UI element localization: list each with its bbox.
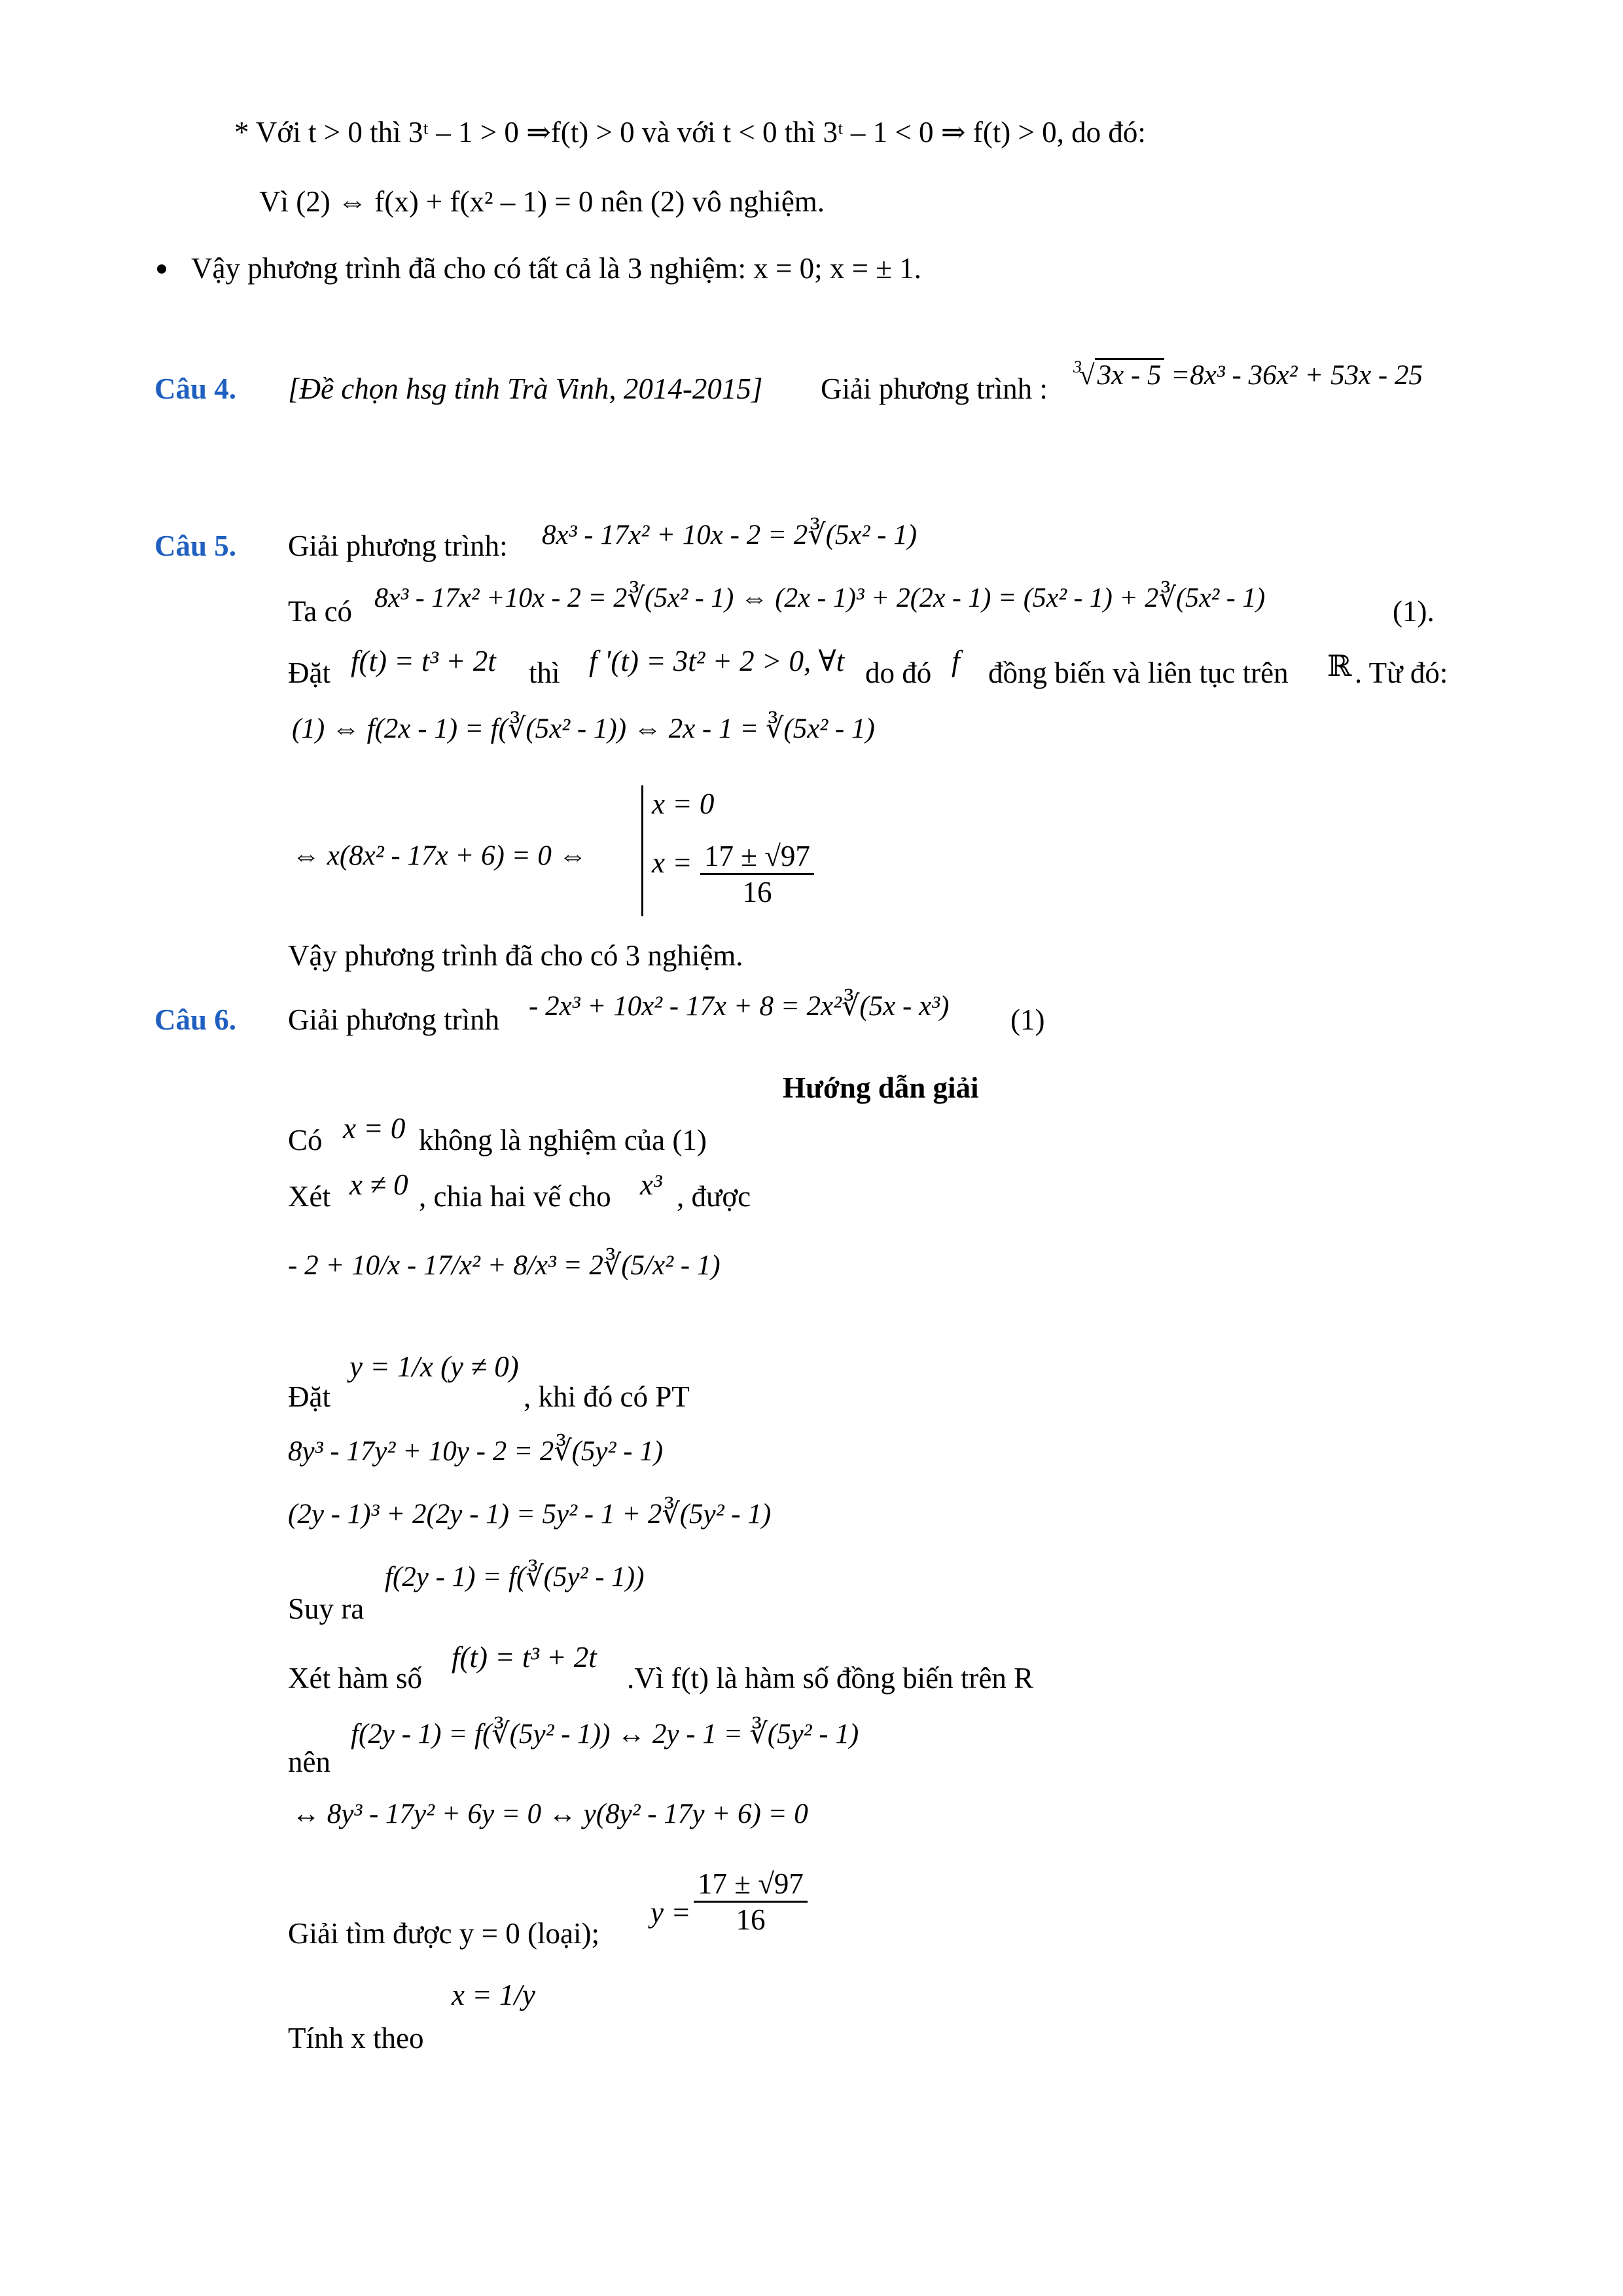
q6-line2m: x ≠ 0 bbox=[349, 1168, 408, 1201]
q5-step2: ⇔ x(8x² - 17x + 6) = 0 ⇔ bbox=[292, 840, 587, 871]
q6-label: Câu 6. bbox=[154, 1003, 237, 1036]
q6-line2c: , được bbox=[677, 1180, 751, 1213]
q6-text: Giải phương trình bbox=[288, 1003, 500, 1036]
q6-dat: Đặt bbox=[288, 1380, 330, 1413]
q5-sol1: x = 0 bbox=[652, 787, 715, 820]
q5-dat: Đặt bbox=[288, 656, 330, 689]
q6-y-sol: y = bbox=[651, 1896, 691, 1929]
q5-tag-1: (1). bbox=[1393, 595, 1435, 628]
q5-taco-equation: 8x³ - 17x² +10x - 2 = 2∛(5x² - 1) ⇔ (2x - 1)³ + 2(2x - 1) = (5x² - 1) + 2∛(5x² - 1) bbox=[374, 583, 1266, 613]
q6-line1a: Có bbox=[288, 1124, 323, 1157]
line-no-solution: Vì (2) ⇔ f(x) + f(x² – 1) = 0 nên (2) vô nghiệm. bbox=[259, 185, 825, 218]
q5-sol2-frac bbox=[700, 839, 814, 909]
line-intro: * Với t > 0 thì 3ᵗ – 1 > 0 ⇒f(t) > 0 và với t < 0 thì 3ᵗ – 1 < 0 ⇒ f(t) > 0, do đó: bbox=[234, 116, 1146, 149]
q4-text: Giải phương trình : bbox=[821, 372, 1048, 405]
q6-giai: Giải tìm được y = 0 (loại); bbox=[288, 1917, 599, 1950]
q6-y-sol-den: 16 bbox=[736, 1903, 766, 1936]
q6-y-sol-frac bbox=[694, 1867, 808, 1937]
q5-text: Giải phương trình: bbox=[288, 529, 508, 562]
q6-eq6: f(2y - 1) = f(∛(5y² - 1)) ↔ 2y - 1 = ∛(5y² - 1) bbox=[351, 1719, 859, 1749]
q5-f-sym: f bbox=[952, 645, 960, 677]
q6-eq3: 8y³ - 17y² + 10y - 2 = 2∛(5y² - 1) bbox=[288, 1436, 664, 1467]
q5-label: Câu 5. bbox=[154, 529, 237, 562]
q6-eq5: f(2y - 1) = f(∛(5y² - 1)) bbox=[385, 1562, 645, 1592]
q5-conclusion: Vậy phương trình đã cho có 3 nghiệm. bbox=[288, 939, 743, 972]
bullet-icon bbox=[157, 264, 166, 274]
q6-tinh: Tính x theo bbox=[288, 2022, 424, 2054]
q6-line2m2: x³ bbox=[640, 1168, 662, 1201]
q6-line2a: Xét bbox=[288, 1180, 330, 1213]
q4-label: Câu 4. bbox=[154, 372, 237, 405]
q6-suy-ra: Suy ra bbox=[288, 1592, 365, 1625]
q5-equation: 8x³ - 17x² + 10x - 2 = 2∛(5x² - 1) bbox=[542, 520, 918, 550]
q6-y-sol-num: 17 ± √97 bbox=[694, 1867, 808, 1903]
q4-source: [Đề chọn hsg tỉnh Trà Vinh, 2014-2015] bbox=[288, 372, 763, 405]
q6-nen: nên bbox=[288, 1746, 330, 1778]
q6-heading: Hướng dẫn giải bbox=[783, 1071, 979, 1104]
q5-sol2-num: 17 ± √97 bbox=[700, 839, 814, 875]
line-conclusion-3: Vậy phương trình đã cho có tất cả là 3 nghiệm: x = 0; x = ± 1. bbox=[191, 252, 921, 285]
system-brace bbox=[641, 785, 643, 916]
q6-line1b: không là nghiệm của (1) bbox=[419, 1124, 707, 1157]
q6-khi-do: , khi đó có PT bbox=[524, 1380, 690, 1413]
q6-x-of-y: x = 1/y bbox=[452, 1979, 535, 2011]
q5-thi: thì bbox=[529, 656, 560, 689]
q6-eq7: ↔ 8y³ - 17y² + 6y = 0 ↔ y(8y² - 17y + 6) = 0 bbox=[292, 1799, 808, 1829]
q6-f-def: f(t) = t³ + 2t bbox=[452, 1641, 597, 1674]
q6-xet: Xét hàm số bbox=[288, 1662, 422, 1695]
q5-step1: (1) ⇔ f(2x - 1) = f(∛(5x² - 1)) ⇔ 2x - 1 = ∛(5x² - 1) bbox=[292, 713, 875, 744]
q6-eq2: - 2 + 10/x - 17/x² + 8/x³ = 2∛(5/x² - 1) bbox=[288, 1250, 721, 1281]
q4-equation: $^3$√3x - 5 =8x³ - 36x² + 53x - 25 bbox=[1073, 357, 1423, 391]
q6-eq4: (2y - 1)³ + 2(2y - 1) = 5y² - 1 + 2∛(5y² - 1) bbox=[288, 1499, 772, 1530]
q6-line1m: x = 0 bbox=[343, 1112, 406, 1145]
q5-R: ℝ bbox=[1327, 650, 1352, 683]
q5-taco: Ta có bbox=[288, 595, 353, 628]
q6-tag: (1) bbox=[1010, 1003, 1045, 1036]
q5-monotone: đồng biến và liên tục trên bbox=[988, 656, 1289, 689]
q5-f-def: f(t) = t³ + 2t bbox=[351, 645, 496, 677]
q5-do-do: do đó bbox=[865, 656, 932, 689]
q6-monotone: .Vì f(t) là hàm số đồng biến trên R bbox=[627, 1662, 1034, 1695]
q6-equation: - 2x³ + 10x² - 17x + 8 = 2x²∛(5x - x³) bbox=[529, 991, 950, 1022]
q6-sub-def: y = 1/x (y ≠ 0) bbox=[349, 1350, 519, 1383]
q5-sol2-den: 16 bbox=[742, 876, 772, 908]
q6-line2b: , chia hai vế cho bbox=[419, 1180, 611, 1213]
q5-tu-do: . Từ đó: bbox=[1355, 656, 1448, 689]
q5-f-prime: f '(t) = 3t² + 2 > 0, ∀t bbox=[589, 645, 845, 677]
q5-sol2: x = bbox=[652, 846, 692, 879]
